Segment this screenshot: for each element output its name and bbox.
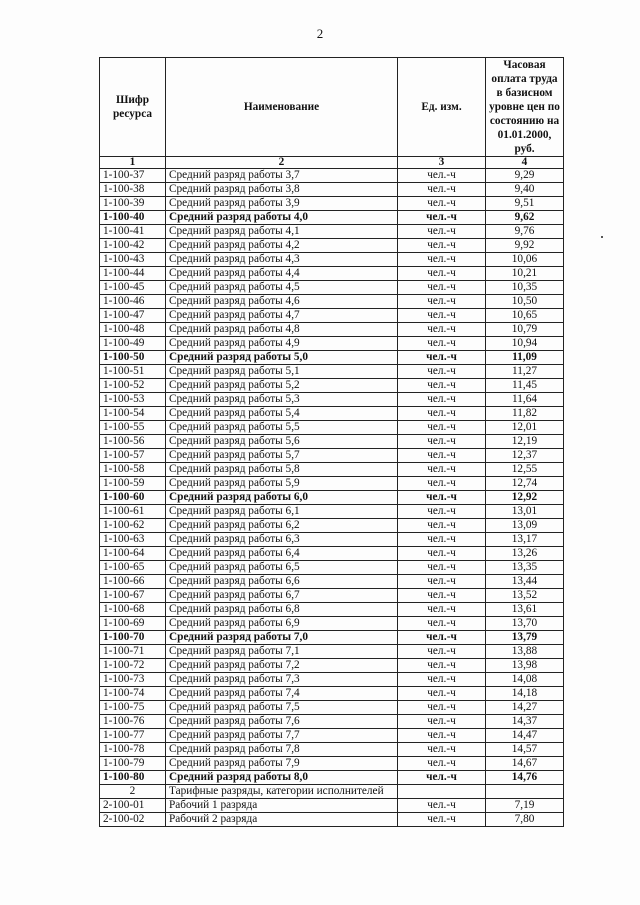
cell-unit: чел.-ч: [398, 757, 486, 771]
cell-code: 1-100-45: [100, 281, 166, 295]
cell-unit: чел.-ч: [398, 715, 486, 729]
table-row: [100, 617, 564, 631]
cell-name: Средний разряд работы 5,0: [166, 351, 398, 365]
cell-code: 1-100-61: [100, 505, 166, 519]
cell-code: 1-100-73: [100, 673, 166, 687]
cell-unit: чел.-ч: [398, 687, 486, 701]
table-row: [100, 729, 564, 743]
column-number-row: [100, 157, 564, 169]
column-number: 2: [166, 157, 398, 169]
cell-price: 13,35: [486, 561, 564, 575]
cell-unit: чел.-ч: [398, 351, 486, 365]
cell-price: 14,37: [486, 715, 564, 729]
cell-code: 1-100-67: [100, 589, 166, 603]
cell-name: Средний разряд работы 6,1: [166, 505, 398, 519]
cell-name: Средний разряд работы 6,0: [166, 491, 398, 505]
cell-name: Средний разряд работы 7,6: [166, 715, 398, 729]
cell-name: Средний разряд работы 4,0: [166, 211, 398, 225]
cell-price: 13,17: [486, 533, 564, 547]
table-row: [100, 365, 564, 379]
table-row: [100, 239, 564, 253]
cell-code: 1-100-74: [100, 687, 166, 701]
cell-name: Средний разряд работы 5,9: [166, 477, 398, 491]
cell-unit: чел.-ч: [398, 197, 486, 211]
cell-price: 7,80: [486, 813, 564, 827]
cell-unit: чел.-ч: [398, 589, 486, 603]
cell-name: Средний разряд работы 5,7: [166, 449, 398, 463]
cell-code: 1-100-51: [100, 365, 166, 379]
cell-name: Средний разряд работы 4,5: [166, 281, 398, 295]
cell-unit: [398, 785, 486, 799]
header-code: Шифр ресурса: [100, 58, 166, 157]
header-price: Часовая оплата труда в базисном уровне цен по состоянию на 01.01.2000, руб.: [486, 58, 564, 157]
cell-price: 13,79: [486, 631, 564, 645]
cell-name: Средний разряд работы 6,3: [166, 533, 398, 547]
table-row: [100, 701, 564, 715]
column-number: 1: [100, 157, 166, 169]
cell-name: Средний разряд работы 7,2: [166, 659, 398, 673]
table-row: [100, 771, 564, 785]
cell-unit: чел.-ч: [398, 393, 486, 407]
cell-name: Средний разряд работы 6,2: [166, 519, 398, 533]
cell-price: 11,82: [486, 407, 564, 421]
cell-name: Средний разряд работы 6,5: [166, 561, 398, 575]
table-row: [100, 575, 564, 589]
cell-code: 1-100-44: [100, 267, 166, 281]
table-row: [100, 267, 564, 281]
cell-unit: чел.-ч: [398, 617, 486, 631]
cell-unit: чел.-ч: [398, 659, 486, 673]
table-row: [100, 673, 564, 687]
cell-price: 14,47: [486, 729, 564, 743]
cell-name: Средний разряд работы 6,4: [166, 547, 398, 561]
cell-price: 10,50: [486, 295, 564, 309]
cell-code: 1-100-66: [100, 575, 166, 589]
cell-price: 12,55: [486, 463, 564, 477]
table-row: [100, 337, 564, 351]
cell-name: Средний разряд работы 3,8: [166, 183, 398, 197]
table-row: [100, 323, 564, 337]
cell-code: 1-100-78: [100, 743, 166, 757]
cell-code: 1-100-76: [100, 715, 166, 729]
cell-price: 7,19: [486, 799, 564, 813]
table-row: [100, 645, 564, 659]
cell-unit: чел.-ч: [398, 267, 486, 281]
cell-price: 9,40: [486, 183, 564, 197]
table-row: [100, 519, 564, 533]
table-row: [100, 253, 564, 267]
table-row: [100, 463, 564, 477]
cell-unit: чел.-ч: [398, 631, 486, 645]
cell-code: 1-100-65: [100, 561, 166, 575]
cell-name: Средний разряд работы 5,3: [166, 393, 398, 407]
cell-code: 1-100-48: [100, 323, 166, 337]
cell-code: 1-100-64: [100, 547, 166, 561]
cell-name: Средний разряд работы 4,7: [166, 309, 398, 323]
page-number: 2: [316, 26, 324, 41]
cell-code: 1-100-75: [100, 701, 166, 715]
cell-unit: чел.-ч: [398, 253, 486, 267]
cell-price: 11,27: [486, 365, 564, 379]
cell-price: 10,21: [486, 267, 564, 281]
labor-rates-table: [99, 57, 564, 827]
cell-unit: чел.-ч: [398, 211, 486, 225]
cell-price: 12,19: [486, 435, 564, 449]
cell-price: 13,52: [486, 589, 564, 603]
table-row: [100, 813, 564, 827]
cell-price: 12,92: [486, 491, 564, 505]
cell-unit: чел.-ч: [398, 743, 486, 757]
table-row: [100, 211, 564, 225]
cell-name: Рабочий 1 разряда: [166, 799, 398, 813]
cell-code: 1-100-59: [100, 477, 166, 491]
cell-code: 1-100-68: [100, 603, 166, 617]
cell-code: 1-100-70: [100, 631, 166, 645]
cell-unit: чел.-ч: [398, 645, 486, 659]
table-row: [100, 351, 564, 365]
table-row: [100, 631, 564, 645]
cell-unit: чел.-ч: [398, 281, 486, 295]
cell-unit: чел.-ч: [398, 813, 486, 827]
cell-code: 1-100-56: [100, 435, 166, 449]
cell-unit: чел.-ч: [398, 561, 486, 575]
cell-name: Средний разряд работы 6,6: [166, 575, 398, 589]
cell-unit: чел.-ч: [398, 729, 486, 743]
table-header-row: [100, 58, 564, 157]
table-row: [100, 477, 564, 491]
cell-code: 1-100-52: [100, 379, 166, 393]
cell-price: 10,06: [486, 253, 564, 267]
cell-name: Средний разряд работы 5,8: [166, 463, 398, 477]
cell-code: 2: [100, 785, 166, 799]
cell-price: 11,64: [486, 393, 564, 407]
cell-name: Средний разряд работы 5,2: [166, 379, 398, 393]
cell-code: 1-100-54: [100, 407, 166, 421]
cell-code: 1-100-38: [100, 183, 166, 197]
scan-speck: [601, 236, 603, 238]
cell-name: Средний разряд работы 5,5: [166, 421, 398, 435]
table-row: [100, 491, 564, 505]
cell-unit: чел.-ч: [398, 449, 486, 463]
cell-code: 1-100-71: [100, 645, 166, 659]
cell-name: Средний разряд работы 5,1: [166, 365, 398, 379]
cell-name: Средний разряд работы 7,3: [166, 673, 398, 687]
cell-name: Средний разряд работы 6,7: [166, 589, 398, 603]
cell-name: Средний разряд работы 8,0: [166, 771, 398, 785]
table-row: [100, 799, 564, 813]
cell-price: 13,88: [486, 645, 564, 659]
cell-name: Средний разряд работы 4,6: [166, 295, 398, 309]
cell-price: 9,29: [486, 169, 564, 183]
cell-code: 1-100-55: [100, 421, 166, 435]
cell-unit: чел.-ч: [398, 295, 486, 309]
cell-unit: чел.-ч: [398, 575, 486, 589]
cell-price: 14,27: [486, 701, 564, 715]
cell-code: 1-100-57: [100, 449, 166, 463]
cell-code: 1-100-80: [100, 771, 166, 785]
cell-price: 13,01: [486, 505, 564, 519]
cell-unit: чел.-ч: [398, 323, 486, 337]
cell-price: 14,18: [486, 687, 564, 701]
cell-price: 10,35: [486, 281, 564, 295]
cell-unit: чел.-ч: [398, 771, 486, 785]
cell-code: 1-100-72: [100, 659, 166, 673]
cell-code: 1-100-49: [100, 337, 166, 351]
cell-price: 12,01: [486, 421, 564, 435]
cell-price: 14,08: [486, 673, 564, 687]
cell-unit: чел.-ч: [398, 225, 486, 239]
table-row: [100, 407, 564, 421]
cell-code: 2-100-02: [100, 813, 166, 827]
cell-name: Средний разряд работы 5,6: [166, 435, 398, 449]
cell-name: Тарифные разряды, категории исполнителей: [166, 785, 398, 799]
cell-code: 1-100-58: [100, 463, 166, 477]
cell-price: 12,74: [486, 477, 564, 491]
cell-price: 9,76: [486, 225, 564, 239]
cell-name: Средний разряд работы 7,0: [166, 631, 398, 645]
cell-unit: чел.-ч: [398, 421, 486, 435]
column-number: 3: [398, 157, 486, 169]
table-row: [100, 561, 564, 575]
table-row: [100, 715, 564, 729]
table-row: [100, 547, 564, 561]
cell-name: Средний разряд работы 4,4: [166, 267, 398, 281]
cell-name: Средний разряд работы 7,5: [166, 701, 398, 715]
cell-price: 11,09: [486, 351, 564, 365]
table-row: [100, 687, 564, 701]
cell-code: 2-100-01: [100, 799, 166, 813]
cell-unit: чел.-ч: [398, 463, 486, 477]
cell-price: 13,44: [486, 575, 564, 589]
cell-unit: чел.-ч: [398, 365, 486, 379]
cell-price: 13,70: [486, 617, 564, 631]
section-row: [100, 785, 564, 799]
cell-name: Средний разряд работы 7,8: [166, 743, 398, 757]
header-name: Наименование: [166, 58, 398, 157]
table-row: [100, 757, 564, 771]
cell-code: 1-100-42: [100, 239, 166, 253]
cell-unit: чел.-ч: [398, 547, 486, 561]
cell-name: Средний разряд работы 4,1: [166, 225, 398, 239]
cell-name: Средний разряд работы 6,8: [166, 603, 398, 617]
cell-price: [486, 785, 564, 799]
cell-price: 14,76: [486, 771, 564, 785]
cell-unit: чел.-ч: [398, 169, 486, 183]
cell-name: Средний разряд работы 4,3: [166, 253, 398, 267]
table-row: [100, 197, 564, 211]
cell-unit: чел.-ч: [398, 379, 486, 393]
table-row: [100, 603, 564, 617]
cell-unit: чел.-ч: [398, 491, 486, 505]
cell-code: 1-100-43: [100, 253, 166, 267]
cell-unit: чел.-ч: [398, 477, 486, 491]
cell-code: 1-100-37: [100, 169, 166, 183]
cell-name: Средний разряд работы 7,1: [166, 645, 398, 659]
table-row: [100, 281, 564, 295]
cell-code: 1-100-53: [100, 393, 166, 407]
cell-price: 14,57: [486, 743, 564, 757]
cell-code: 1-100-69: [100, 617, 166, 631]
cell-price: 9,62: [486, 211, 564, 225]
cell-code: 1-100-79: [100, 757, 166, 771]
cell-price: 10,65: [486, 309, 564, 323]
cell-price: 10,79: [486, 323, 564, 337]
cell-price: 11,45: [486, 379, 564, 393]
cell-name: Средний разряд работы 7,4: [166, 687, 398, 701]
cell-unit: чел.-ч: [398, 183, 486, 197]
table-row: [100, 169, 564, 183]
cell-name: Средний разряд работы 7,7: [166, 729, 398, 743]
cell-name: Рабочий 2 разряда: [166, 813, 398, 827]
cell-name: Средний разряд работы 7,9: [166, 757, 398, 771]
table-row: [100, 659, 564, 673]
table-row: [100, 393, 564, 407]
cell-unit: чел.-ч: [398, 337, 486, 351]
cell-unit: чел.-ч: [398, 799, 486, 813]
cell-unit: чел.-ч: [398, 505, 486, 519]
table-row: [100, 421, 564, 435]
cell-name: Средний разряд работы 4,2: [166, 239, 398, 253]
cell-price: 9,92: [486, 239, 564, 253]
cell-code: 1-100-60: [100, 491, 166, 505]
cell-code: 1-100-47: [100, 309, 166, 323]
cell-name: Средний разряд работы 3,9: [166, 197, 398, 211]
header-unit: Ед. изм.: [398, 58, 486, 157]
table-row: [100, 309, 564, 323]
table-row: [100, 449, 564, 463]
cell-name: Средний разряд работы 4,9: [166, 337, 398, 351]
table-row: [100, 743, 564, 757]
cell-name: Средний разряд работы 4,8: [166, 323, 398, 337]
cell-unit: чел.-ч: [398, 603, 486, 617]
cell-price: 14,67: [486, 757, 564, 771]
cell-price: 13,09: [486, 519, 564, 533]
cell-code: 1-100-46: [100, 295, 166, 309]
cell-unit: чел.-ч: [398, 435, 486, 449]
table-row: [100, 225, 564, 239]
table-row: [100, 505, 564, 519]
cell-name: Средний разряд работы 6,9: [166, 617, 398, 631]
table-row: [100, 295, 564, 309]
cell-name: Средний разряд работы 3,7: [166, 169, 398, 183]
cell-price: 12,37: [486, 449, 564, 463]
cell-name: Средний разряд работы 5,4: [166, 407, 398, 421]
cell-price: 13,98: [486, 659, 564, 673]
cell-code: 1-100-40: [100, 211, 166, 225]
table-row: [100, 435, 564, 449]
cell-unit: чел.-ч: [398, 701, 486, 715]
table-row: [100, 589, 564, 603]
cell-code: 1-100-50: [100, 351, 166, 365]
cell-code: 1-100-77: [100, 729, 166, 743]
cell-unit: чел.-ч: [398, 673, 486, 687]
cell-unit: чел.-ч: [398, 533, 486, 547]
cell-unit: чел.-ч: [398, 309, 486, 323]
cell-code: 1-100-62: [100, 519, 166, 533]
cell-code: 1-100-39: [100, 197, 166, 211]
cell-unit: чел.-ч: [398, 407, 486, 421]
table-row: [100, 183, 564, 197]
cell-unit: чел.-ч: [398, 239, 486, 253]
cell-price: 13,61: [486, 603, 564, 617]
cell-code: 1-100-41: [100, 225, 166, 239]
table-row: [100, 533, 564, 547]
table-body: [100, 169, 564, 827]
cell-price: 13,26: [486, 547, 564, 561]
column-number: 4: [486, 157, 564, 169]
cell-price: 10,94: [486, 337, 564, 351]
cell-unit: чел.-ч: [398, 519, 486, 533]
table-row: [100, 379, 564, 393]
cell-code: 1-100-63: [100, 533, 166, 547]
cell-price: 9,51: [486, 197, 564, 211]
